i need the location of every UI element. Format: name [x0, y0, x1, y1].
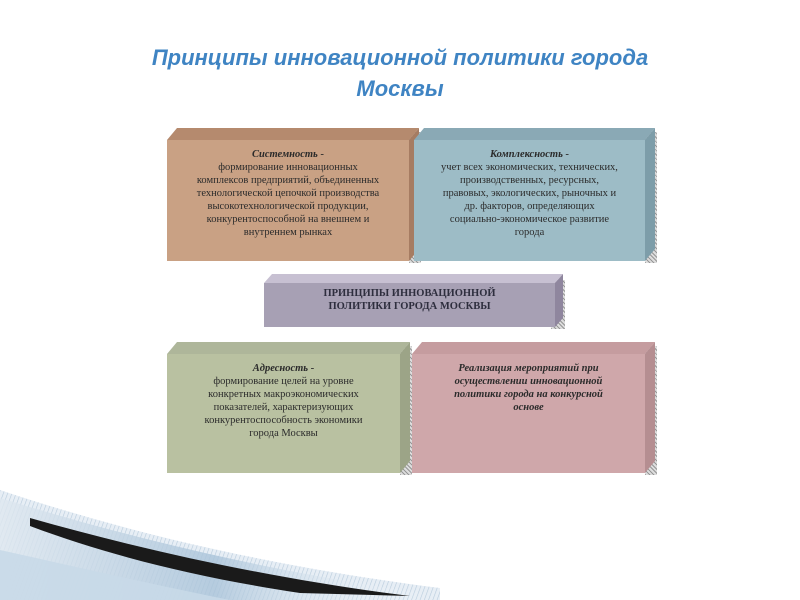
implementation-box — [412, 342, 655, 473]
box-front-face — [167, 140, 409, 261]
box-top-face — [167, 128, 419, 140]
complexity-heading: Комплексность - — [489, 149, 570, 160]
box-side-face — [400, 342, 410, 473]
systemness-line-5: конкурентоспособной на внешнем и — [206, 214, 370, 225]
box-front-face — [167, 354, 400, 473]
box-front-face — [412, 354, 645, 473]
implementation-line-4: основе — [513, 402, 544, 413]
targeting-line-4: конкурентоспособность экономики — [204, 415, 363, 426]
systemness-line-3: технологической цепочкой производства — [196, 188, 380, 199]
box-top-face — [167, 342, 410, 354]
complexity-line-6: города — [514, 227, 545, 238]
box-front-face — [264, 283, 555, 327]
center-line-2: ПОЛИТИКИ ГОРОДА МОСКВЫ — [328, 301, 491, 312]
implementation-line-2: осуществлении инновационной — [454, 376, 603, 387]
box-top-face — [414, 128, 655, 140]
targeting-line-5: города Москвы — [249, 428, 318, 439]
complexity-box — [414, 128, 655, 261]
slide-decoration-swoosh — [0, 490, 800, 600]
central-principles-box — [264, 274, 563, 327]
systemness-line-2: комплексов предприятий, объединенных — [196, 175, 380, 186]
complexity-line-5: социально-экономическое развитие — [449, 214, 610, 225]
box-side-face — [645, 128, 655, 261]
systemness-heading: Системность - — [252, 149, 324, 160]
box-top-face — [264, 274, 563, 283]
targeting-line-3: показателей, характеризующих — [213, 402, 354, 413]
complexity-line-4: др. факторов, определяющих — [464, 201, 595, 212]
box-top-face — [412, 342, 655, 354]
box-side-face — [555, 274, 563, 327]
targeting-box — [167, 342, 410, 473]
slide-title-line-1: Принципы инновационной политики города — [151, 45, 649, 70]
complexity-line-2: производственных, ресурсных, — [459, 175, 600, 186]
complexity-line-1: учет всех экономических, технических, — [441, 162, 618, 173]
box-front-face — [414, 140, 645, 261]
targeting-line-1: формирование целей на уровне — [213, 376, 354, 387]
targeting-heading: Адресность - — [252, 363, 315, 374]
complexity-line-3: правовых, экологических, рыночных и — [442, 188, 617, 199]
systemness-line-6: внутреннем рынках — [243, 227, 333, 238]
systemness-box — [167, 128, 419, 261]
systemness-line-1: формирование инновационных — [218, 162, 358, 173]
slide-title-line-2: Москвы — [356, 76, 444, 101]
slide-title — [60, 42, 740, 104]
implementation-line-3: политики города на конкурсной — [454, 389, 603, 400]
systemness-line-4: высокотехнологической продукции, — [207, 201, 369, 212]
box-side-face — [645, 342, 655, 473]
center-line-1: ПРИНЦИПЫ ИННОВАЦИОННОЙ — [323, 288, 496, 299]
targeting-line-2: конкретных макроэкономических — [208, 389, 359, 400]
implementation-line-1: Реализация мероприятий при — [458, 363, 599, 374]
